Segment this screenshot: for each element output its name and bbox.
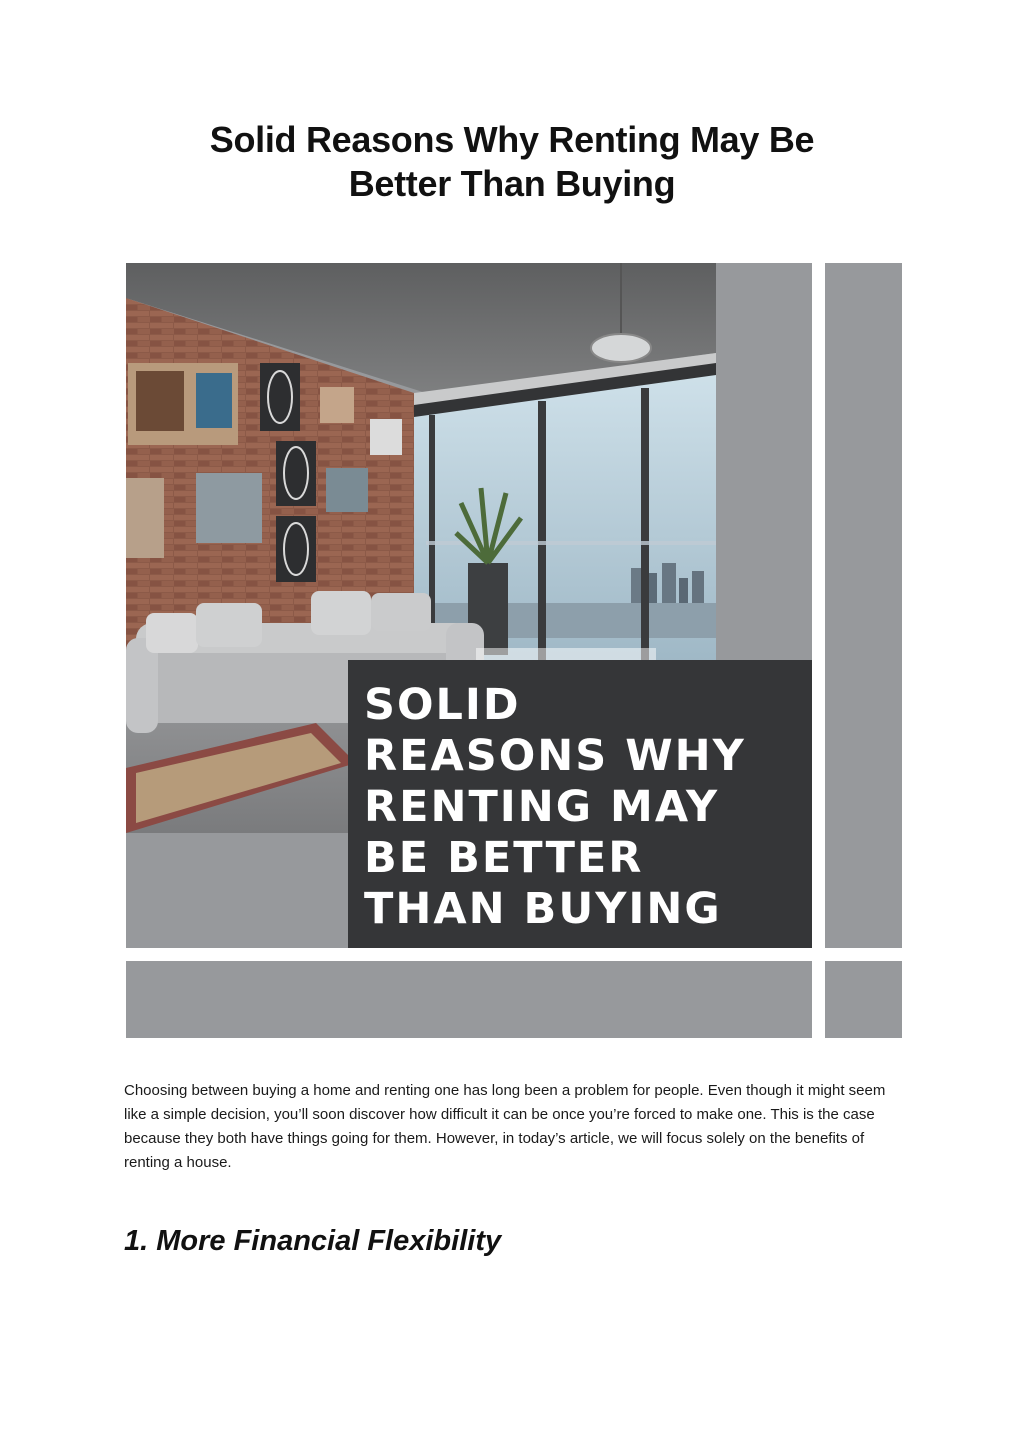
overlay-line-1: SOLID	[364, 680, 521, 730]
intro-paragraph: Choosing between buying a home and renting one has long been a problem for people. Even though it might seem like a simple decision, you’ll soon discover how difficult it can be once you’re forced to make one. This is the case because they both have things going for them. However, in today’s article, we will focus solely on the benefits of renting a house.	[124, 1082, 886, 1171]
hero-graphic	[126, 263, 902, 1038]
hero-corner-square	[825, 961, 902, 1038]
overlay-line-5: THAN BUYING	[364, 884, 722, 934]
page-title	[112, 118, 912, 206]
overlay-line-2: REASONS WHY	[364, 731, 746, 781]
hero-right-strip	[825, 263, 902, 948]
overlay-line-3: RENTING MAY	[364, 782, 720, 832]
overlay-line-4: BE BETTER	[364, 833, 644, 883]
page-title-line-2: Better Than Buying	[348, 163, 676, 204]
page-title-line-1: Solid Reasons Why Renting May Be	[209, 119, 815, 160]
title-overlay-box	[348, 660, 812, 948]
section-heading-1: 1. More Financial Flexibility	[124, 1225, 502, 1257]
hero-bottom-strip	[126, 961, 812, 1038]
